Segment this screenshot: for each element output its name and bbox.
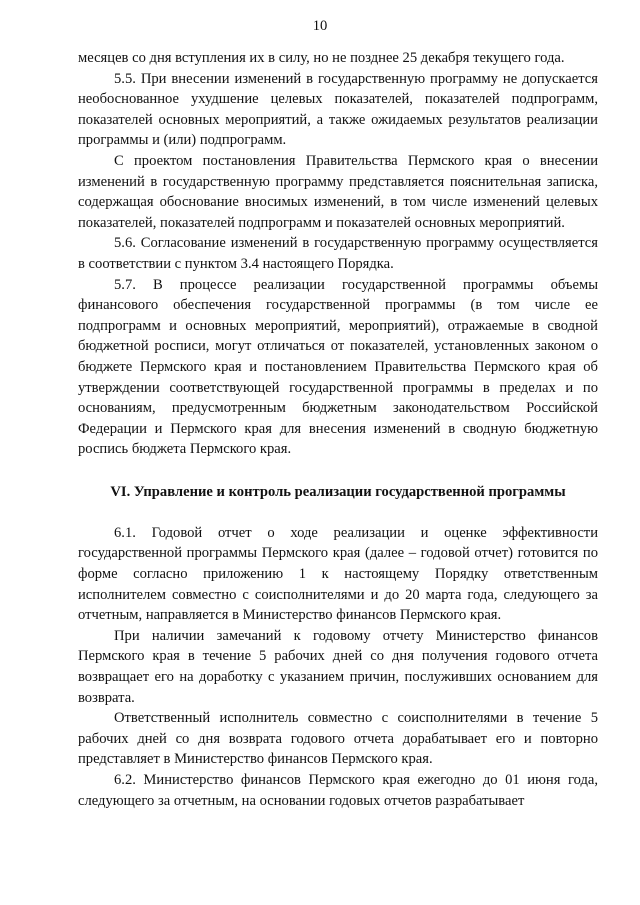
paragraph-continuation: месяцев со дня вступления их в силу, но не позднее 25 декабря текущего года. xyxy=(78,50,565,66)
section-heading: VI. Управление и контроль реализации государственной программы xyxy=(110,483,566,500)
paragraph-6-1-rework: Ответственный исполнитель совместно с соисполнителями в течение 5 рабочих дней со дня возврата годового отчета дорабатывает его и повторно представляет в Министерство финансов Пермского края. xyxy=(78,710,598,768)
paragraph-6-2: 6.2. Министерство финансов Пермского края ежегодно до 01 июня года, следующего за отчетным, на основании годовых отчетов разрабатывает xyxy=(78,772,598,809)
paragraph-6-1-remarks: При наличии замечаний к годовому отчету Министерство финансов Пермского края в течение 5 рабочих дней со дня получения годового отчета возвращает его на доработку с указанием причин, послуживших основанием для возврата. xyxy=(78,627,598,706)
page-number: 10 xyxy=(312,18,328,34)
document-body xyxy=(78,48,598,811)
paragraph-5-6: 5.6. Согласование изменений в государственную программу осуществляется в соответствии с пунктом 3.4 настоящего Порядка. xyxy=(78,235,598,272)
paragraph-6-1: 6.1. Годовой отчет о ходе реализации и оценке эффективности государственной программы Пермского края (далее – годовой отчет) готовится по форме согласно приложению 1 к настоящему Порядку ответственным исполнителем совместно с соисполнителями и до 20 марта года, следующего за отчетным, направляется в Министерство финансов Пермского края. xyxy=(78,524,598,624)
paragraph-5-5: 5.5. При внесении изменений в государственную программу не допускается необоснованное ухудшение целевых показателей, показателей подпрограмм, показателей основных мероприятий, а также ожидаемых результатов реализации программы и (или) подпрограмм. xyxy=(78,70,598,149)
paragraph-5-5-note: С проектом постановления Правительства Пермского края о внесении изменений в государственную программу представляется пояснительная записка, содержащая обоснование вносимых изменений, в том числе изменений целевых показателей, показателей подпрограмм и показателей основных мероприятий. xyxy=(78,152,598,231)
paragraph-5-7: 5.7. В процессе реализации государственной программы объемы финансового обеспечения государственной программы (в том числе ее подпрограмм и основных мероприятий, мероприятий), отражаемые в сводной бюджетной росписи, могут отличаться от показателей, установленных законом о бюджете Пермского края и постановлением Правительства Пермского края об утверждении соответствующей государственной программы в пределах и по основаниям, предусмотренным бюджетным законодательством Российской Федерации и Пермского края для внесения изменений в сводную бюджетную роспись бюджета Пермского края. xyxy=(78,276,598,458)
